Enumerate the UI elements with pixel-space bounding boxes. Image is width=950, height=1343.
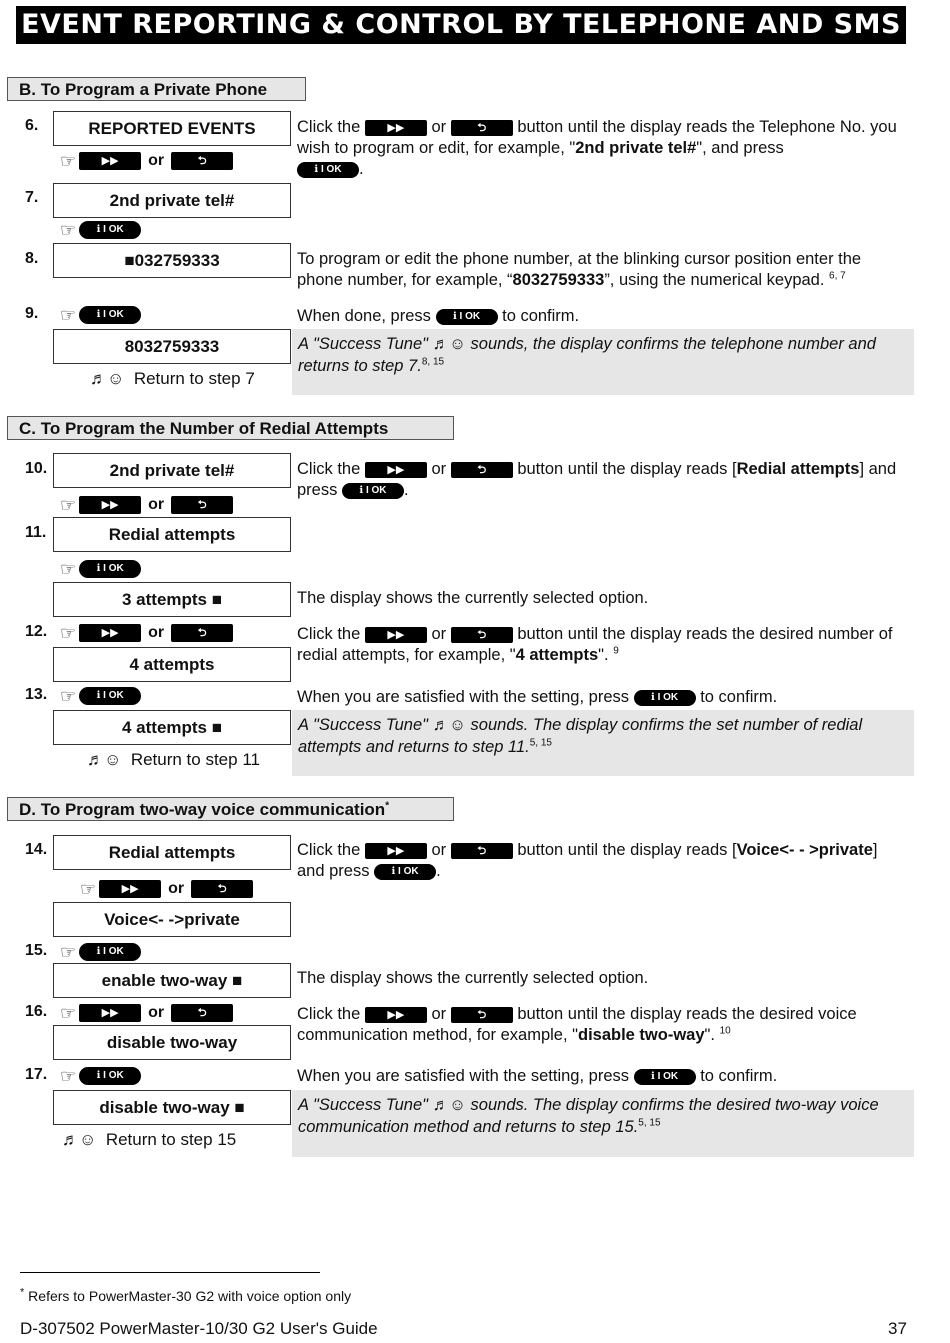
section-b-title: B. To Program a Private Phone — [7, 77, 306, 101]
next-button-icon: ▶▶ — [365, 843, 427, 859]
step-6-description: Click the ▶▶ or ⮌ button until the display reads the Telephone No. you wish to program or edit, for example, "2nd private tel#", and press ℹ I OK . — [297, 118, 897, 178]
step-11-keys — [60, 558, 141, 580]
footnote: * Refers to PowerMaster-30 G2 with voice option only — [20, 1286, 352, 1304]
success-tune-icon: ♬☺ — [90, 369, 125, 388]
success-tune-icon: ♬☺ — [62, 1130, 97, 1149]
or-label: or — [168, 880, 185, 897]
hand-pointer-icon: ☞ — [60, 151, 77, 171]
step-15-display: enable two-way ■ — [53, 963, 291, 998]
hand-pointer-icon: ☞ — [80, 879, 97, 899]
step-8-number: 8. — [25, 250, 39, 267]
step-11-option-display: 3 attempts ■ — [53, 582, 291, 617]
step-14-voice-display: Voice<- ->private — [53, 902, 291, 937]
next-button-icon: ▶▶ — [79, 496, 141, 514]
back-button-icon: ⮌ — [451, 843, 513, 859]
footnote-divider — [20, 1272, 320, 1273]
ok-button-icon: ℹ I OK — [79, 687, 141, 705]
next-button-icon: ▶▶ — [79, 624, 141, 642]
step-10-display: 2nd private tel# — [53, 453, 291, 488]
back-button-icon: ⮌ — [191, 880, 253, 898]
step-17-keys — [60, 1065, 141, 1087]
step-12-keys — [60, 622, 233, 644]
step-14-display: Redial attempts — [53, 835, 291, 870]
hand-pointer-icon: ☞ — [60, 1066, 77, 1086]
hand-pointer-icon: ☞ — [60, 559, 77, 579]
ok-button-icon: ℹ I OK — [297, 162, 359, 178]
hand-pointer-icon: ☞ — [60, 495, 77, 515]
success-tune-icon: ♬☺ — [87, 750, 122, 769]
step-15-description: The display shows the currently selected option. — [297, 969, 649, 987]
step-9-keys — [60, 304, 141, 326]
step-9-success-note: A "Success Tune" ♬☺ sounds, the display confirms the telephone number and returns to step 7.$^{8, 15}$ — [292, 329, 914, 395]
back-button-icon: ⮌ — [171, 152, 233, 170]
step-9-display: 8032759333 — [53, 329, 291, 364]
step-15-number: 15. — [25, 942, 48, 959]
step-14-keys — [80, 878, 253, 900]
ok-button-icon: ℹ I OK — [79, 1067, 141, 1085]
step-6-keys — [60, 150, 233, 172]
next-button-icon: ▶▶ — [365, 627, 427, 643]
back-button-icon: ⮌ — [451, 627, 513, 643]
back-button-icon: ⮌ — [171, 1004, 233, 1022]
back-button-icon: ⮌ — [171, 496, 233, 514]
or-label: or — [148, 624, 165, 641]
step-13-display: 4 attempts ■ — [53, 710, 291, 745]
document-footer: D-307502 PowerMaster-10/30 G2 User's Guide — [20, 1319, 378, 1338]
step-16-display: disable two-way — [53, 1025, 291, 1060]
hand-pointer-icon: ☞ — [60, 942, 77, 962]
ok-button-icon: ℹ I OK — [436, 309, 498, 325]
hand-pointer-icon: ☞ — [60, 220, 77, 240]
step-14-number: 14. — [25, 841, 48, 858]
hand-pointer-icon: ☞ — [60, 1003, 77, 1023]
next-button-icon: ▶▶ — [99, 880, 161, 898]
step-12-description: Click the ▶▶ or ⮌ button until the display reads the desired number of redial attempts, for example, "4 attempts". $^9$ — [297, 625, 893, 664]
section-c-title: C. To Program the Number of Redial Attempts — [7, 416, 454, 440]
ok-button-icon: ℹ I OK — [634, 690, 696, 706]
step-12-number: 12. — [25, 623, 48, 640]
step-15-keys — [60, 941, 141, 963]
step-9-return: ♬☺ Return to step 7 — [90, 369, 255, 388]
step-16-description: Click the ▶▶ or ⮌ button until the display reads the desired voice communication method, for example, "disable two-way". $^{10}$ — [297, 1005, 857, 1044]
next-button-icon: ▶▶ — [79, 152, 141, 170]
ok-button-icon: ℹ I OK — [342, 483, 404, 499]
step-10-keys — [60, 494, 233, 516]
step-7-keys — [60, 219, 141, 241]
step-9-description: When done, press ℹ I OK to confirm. — [297, 307, 580, 325]
step-17-description: When you are satisfied with the setting, press ℹ I OK to confirm. — [297, 1067, 778, 1085]
step-17-success-note: A "Success Tune" ♬☺ sounds. The display confirms the desired two-way voice communication method and returns to step 15.$^{5, 15}$ — [292, 1090, 914, 1157]
ok-button-icon: ℹ I OK — [374, 864, 436, 880]
step-12-display: 4 attempts — [53, 647, 291, 682]
step-11-display: Redial attempts — [53, 517, 291, 552]
step-14-description: Click the ▶▶ or ⮌ button until the display reads [Voice<- - >private] and press ℹ I OK . — [297, 841, 878, 880]
section-d-title: D. To Program two-way voice communication* — [7, 797, 454, 821]
back-button-icon: ⮌ — [451, 1007, 513, 1023]
step-10-description: Click the ▶▶ or ⮌ button until the display reads [Redial attempts] and press ℹ I OK . — [297, 460, 897, 499]
ok-button-icon: ℹ I OK — [634, 1069, 696, 1085]
footnote-marker: * — [385, 800, 390, 812]
step-13-description: When you are satisfied with the setting, press ℹ I OK to confirm. — [297, 688, 778, 706]
step-13-success-note: A "Success Tune" ♬☺ sounds. The display confirms the set number of redial attempts and returns to step 11.$^{5, 15}$ — [292, 710, 914, 776]
step-17-number: 17. — [25, 1066, 48, 1083]
step-16-keys — [60, 1002, 233, 1024]
step-8-description: To program or edit the phone number, at the blinking cursor position enter the phone number, for example, “8032759333”, using the numerical keypad. $^{6, 7}$ — [297, 250, 862, 289]
back-button-icon: ⮌ — [171, 624, 233, 642]
back-button-icon: ⮌ — [451, 120, 513, 136]
next-button-icon: ▶▶ — [365, 120, 427, 136]
next-button-icon: ▶▶ — [79, 1004, 141, 1022]
or-label: or — [148, 152, 165, 169]
step-9-number: 9. — [25, 305, 39, 322]
ok-button-icon: ℹ I OK — [79, 943, 141, 961]
next-button-icon: ▶▶ — [365, 1007, 427, 1023]
step-7-number: 7. — [25, 189, 39, 206]
step-6-number: 6. — [25, 117, 39, 134]
step-6-display: REPORTED EVENTS — [53, 111, 291, 146]
step-13-return: ♬☺ Return to step 11 — [87, 750, 260, 769]
or-label: or — [148, 496, 165, 513]
step-10-number: 10. — [25, 460, 48, 477]
hand-pointer-icon: ☞ — [60, 686, 77, 706]
step-13-keys — [60, 685, 141, 707]
ok-button-icon: ℹ I OK — [79, 560, 141, 578]
step-11-number: 11. — [25, 524, 47, 541]
step-17-display: disable two-way ■ — [53, 1090, 291, 1125]
step-8-display: ■032759333 — [53, 243, 291, 278]
step-13-number: 13. — [25, 686, 48, 703]
step-16-number: 16. — [25, 1003, 48, 1020]
hand-pointer-icon: ☞ — [60, 623, 77, 643]
or-label: or — [148, 1004, 165, 1021]
step-17-return: ♬☺ Return to step 15 — [62, 1130, 237, 1149]
hand-pointer-icon: ☞ — [60, 305, 77, 325]
ok-button-icon: ℹ I OK — [79, 221, 141, 239]
step-7-display: 2nd private tel# — [53, 183, 291, 218]
page-banner-title: EVENT REPORTING & CONTROL BY TELEPHONE AND SMS — [16, 6, 906, 44]
back-button-icon: ⮌ — [451, 462, 513, 478]
step-11-description: The display shows the currently selected option. — [297, 589, 649, 607]
page-number: 37 — [888, 1319, 907, 1338]
next-button-icon: ▶▶ — [365, 462, 427, 478]
ok-button-icon: ℹ I OK — [79, 306, 141, 324]
